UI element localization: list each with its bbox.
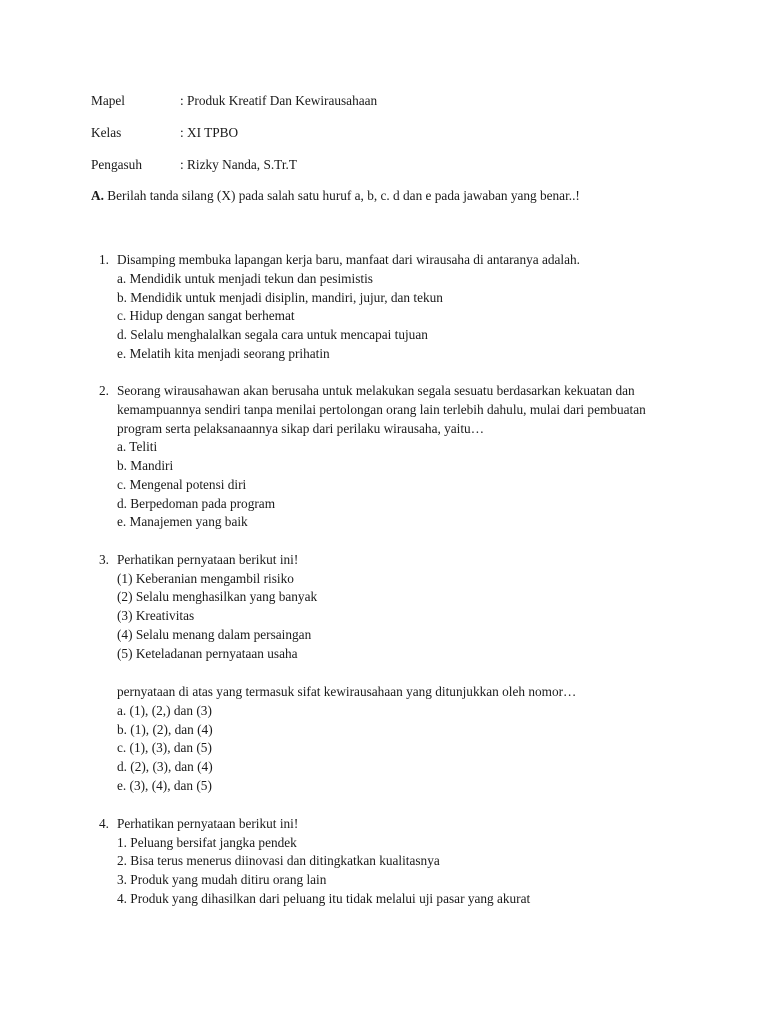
answer-option: a. (1), (2,) dan (3): [117, 703, 212, 718]
answer-option: d. Berpedoman pada program: [117, 496, 276, 511]
teacher-label: Pengasuh: [91, 157, 142, 172]
statement-item: 4. Produk yang dihasilkan dari peluang itu tidak melalui uji pasar yang akurat: [117, 891, 531, 906]
statement-item: 3. Produk yang mudah ditiru orang lain: [117, 872, 327, 887]
subject-label: Mapel: [91, 93, 125, 108]
question-text: Perhatikan pernyataan berikut ini!: [117, 552, 299, 567]
question-text: Perhatikan pernyataan berikut ini!: [117, 816, 299, 831]
class-label: Kelas: [91, 125, 122, 140]
statement-item: (3) Kreativitas: [117, 608, 195, 623]
answer-option: d. (2), (3), dan (4): [117, 759, 213, 774]
statement-item: (4) Selalu menang dalam persaingan: [117, 627, 312, 642]
subject-value: : Produk Kreatif Dan Kewirausahaan: [180, 93, 378, 108]
question-text: kemampuannya sendiri tanpa menilai pertolongan orang lain terlebih dahulu, mulai dari pembuatan: [117, 402, 646, 417]
answer-option: c. Hidup dengan sangat berhemat: [117, 308, 295, 323]
teacher-value: : Rizky Nanda, S.Tr.T: [180, 157, 297, 172]
statement-item: 1. Peluang bersifat jangka pendek: [117, 835, 297, 850]
answer-option: a. Teliti: [117, 439, 158, 454]
question-text: program serta pelaksanaannya sikap dari perilaku wirausaha, yaitu…: [117, 421, 485, 436]
question-number: 4.: [99, 816, 109, 831]
answer-option: d. Selalu menghalalkan segala cara untuk mencapai tujuan: [117, 327, 428, 342]
section-instruction: [91, 188, 580, 204]
answer-option: a. Mendidik untuk menjadi tekun dan pesimistis: [117, 271, 373, 286]
answer-option: e. Melatih kita menjadi seorang prihatin: [117, 346, 330, 361]
answer-option: c. (1), (3), dan (5): [117, 740, 212, 755]
answer-option: b. Mandiri: [117, 458, 174, 473]
answer-option: e. Manajemen yang baik: [117, 514, 248, 529]
answer-option: b. Mendidik untuk menjadi disiplin, mandiri, jujur, dan tekun: [117, 290, 443, 305]
question-number: 3.: [99, 552, 109, 567]
statement-item: 2. Bisa terus menerus diinovasi dan ditingkatkan kualitasnya: [117, 853, 440, 868]
question-prompt: pernyataan di atas yang termasuk sifat kewirausahaan yang ditunjukkan oleh nomor…: [117, 684, 577, 699]
statement-item: (2) Selalu menghasilkan yang banyak: [117, 589, 318, 604]
class-value: : XI TPBO: [180, 125, 239, 140]
question-text: Seorang wirausahawan akan berusaha untuk melakukan segala sesuatu berdasarkan kekuatan dan: [117, 383, 635, 398]
instruction-text: Berilah tanda silang (X) pada salah satu huruf a, b, c. d dan e pada jawaban yang benar..!: [103, 188, 580, 203]
question-number: 2.: [99, 383, 109, 398]
section-letter: A.: [91, 188, 104, 203]
statement-item: (5) Keteladanan pernyataan usaha: [117, 646, 298, 661]
question-text: Disamping membuka lapangan kerja baru, manfaat dari wirausaha di antaranya adalah.: [117, 252, 580, 267]
question-number: 1.: [99, 252, 109, 267]
answer-option: c. Mengenal potensi diri: [117, 477, 247, 492]
answer-option: b. (1), (2), dan (4): [117, 722, 213, 737]
statement-item: (1) Keberanian mengambil risiko: [117, 571, 294, 586]
answer-option: e. (3), (4), dan (5): [117, 778, 212, 793]
